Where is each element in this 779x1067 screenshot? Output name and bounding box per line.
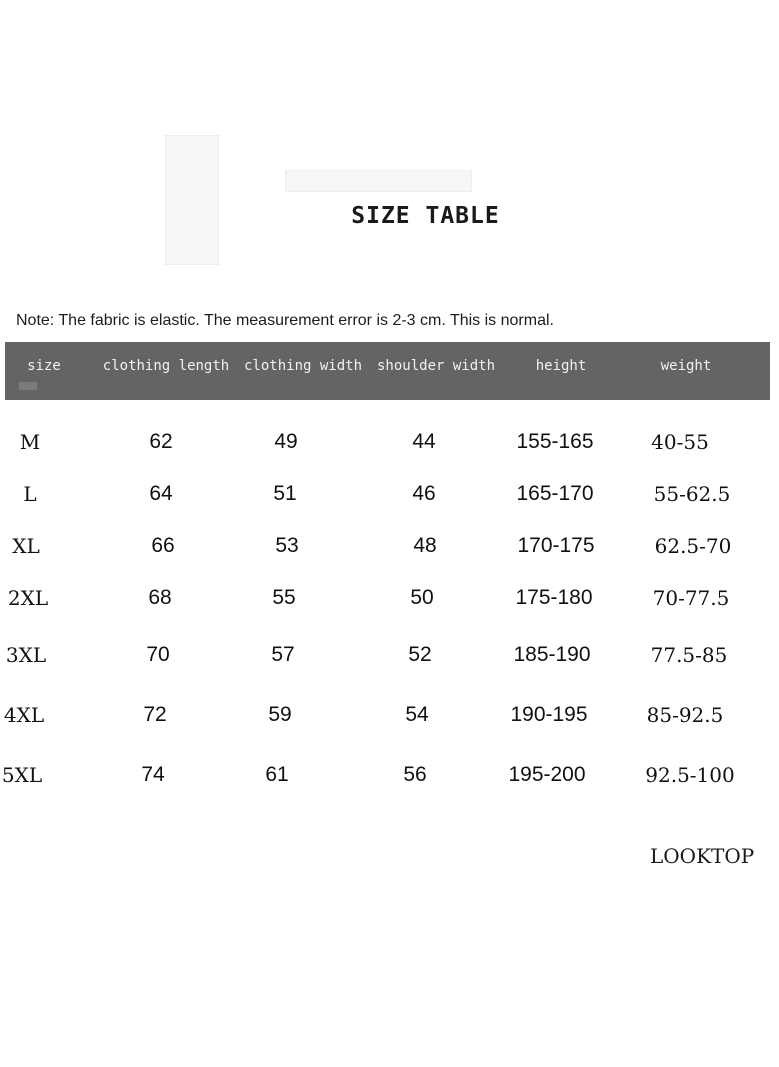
cell-size: 5XL bbox=[1, 763, 43, 787]
cell-clothing-width: 61 bbox=[265, 763, 289, 786]
faded-product-silhouette bbox=[165, 135, 219, 265]
cell-height: 175-180 bbox=[515, 586, 593, 609]
cell-height: 185-190 bbox=[513, 643, 591, 666]
cell-weight: 55-62.5 bbox=[653, 482, 731, 506]
header-height: height bbox=[535, 358, 587, 374]
cell-clothing-length: 74 bbox=[141, 763, 165, 786]
cell-shoulder-width: 44 bbox=[412, 430, 436, 453]
cell-size: 2XL bbox=[7, 586, 49, 610]
cell-size: M bbox=[19, 430, 41, 454]
cell-size: XL bbox=[12, 534, 40, 558]
header-decoration bbox=[19, 382, 37, 390]
header-clothing-length: clothing length bbox=[102, 358, 230, 374]
cell-weight: 92.5-100 bbox=[645, 763, 735, 787]
table-header bbox=[5, 342, 770, 400]
cell-weight: 70-77.5 bbox=[652, 586, 730, 610]
cell-clothing-width: 51 bbox=[273, 482, 297, 505]
cell-weight: 77.5-85 bbox=[650, 643, 728, 667]
header-weight: weight bbox=[660, 358, 712, 374]
cell-shoulder-width: 48 bbox=[413, 534, 437, 557]
cell-clothing-length: 62 bbox=[149, 430, 173, 453]
header-clothing-width: clothing width bbox=[243, 358, 363, 374]
cell-shoulder-width: 50 bbox=[410, 586, 434, 609]
header-shoulder-width: shoulder width bbox=[376, 358, 496, 374]
cell-clothing-length: 70 bbox=[146, 643, 170, 666]
cell-clothing-width: 49 bbox=[274, 430, 298, 453]
cell-weight: 40-55 bbox=[651, 430, 709, 454]
cell-weight: 62.5-70 bbox=[654, 534, 732, 558]
cell-clothing-width: 55 bbox=[272, 586, 296, 609]
cell-height: 195-200 bbox=[508, 763, 586, 786]
cell-clothing-width: 53 bbox=[275, 534, 299, 557]
cell-height: 165-170 bbox=[516, 482, 594, 505]
brand-logo-text: LOOKTOP bbox=[650, 844, 755, 868]
cell-clothing-length: 64 bbox=[149, 482, 173, 505]
cell-clothing-width: 59 bbox=[268, 703, 292, 726]
cell-clothing-length: 66 bbox=[151, 534, 175, 557]
cell-size: L bbox=[23, 482, 37, 506]
cell-clothing-length: 72 bbox=[143, 703, 167, 726]
page-title: SIZE TABLE bbox=[351, 203, 500, 229]
cell-weight: 85-92.5 bbox=[646, 703, 724, 727]
cell-clothing-width: 57 bbox=[271, 643, 295, 666]
cell-size: 4XL bbox=[3, 703, 45, 727]
cell-shoulder-width: 54 bbox=[405, 703, 429, 726]
fabric-note: Note: The fabric is elastic. The measurement error is 2-3 cm. This is normal. bbox=[16, 312, 554, 329]
cell-size: 3XL bbox=[5, 643, 47, 667]
faded-label-strip bbox=[285, 170, 472, 192]
cell-height: 155-165 bbox=[516, 430, 594, 453]
cell-height: 190-195 bbox=[510, 703, 588, 726]
cell-shoulder-width: 52 bbox=[408, 643, 432, 666]
cell-shoulder-width: 56 bbox=[403, 763, 427, 786]
cell-shoulder-width: 46 bbox=[412, 482, 436, 505]
cell-clothing-length: 68 bbox=[148, 586, 172, 609]
cell-height: 170-175 bbox=[517, 534, 595, 557]
header-size: size bbox=[27, 358, 61, 374]
